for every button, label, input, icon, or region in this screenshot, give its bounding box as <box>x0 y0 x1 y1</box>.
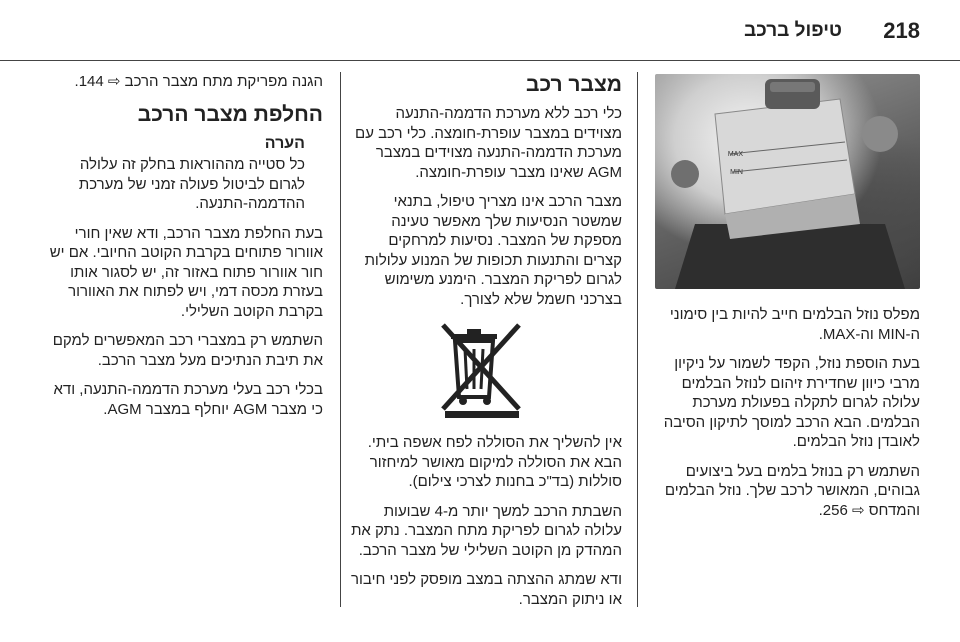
column-divider <box>637 72 638 607</box>
running-title: טיפול ברכב <box>744 20 842 41</box>
header-rule <box>0 60 960 61</box>
note-block <box>40 134 323 214</box>
reservoir-illustration <box>655 74 920 289</box>
column-right <box>655 72 920 530</box>
paragraph: השבתת הרכב למשך יותר מ-4 שבועות עלולה לגרום לפריקת מתח המצבר. נתק את המהדק מן הקוטב השלילי של מצבר הרכב. <box>351 502 622 559</box>
paragraph: הגנה מפריקת מתח מצבר הרכב ⇨ 144. <box>74 73 323 90</box>
paragraph: ודא שמתג ההצתה במצב מופסק לפני חיבור או ניתוק המצבר. <box>351 571 622 608</box>
paragraph: בכלי רכב בעלי מערכת הדממה-התנעה, ודא כי מצבר AGM יוחלף במצבר AGM. <box>53 381 323 418</box>
crossed-out-bin-icon <box>439 321 534 419</box>
column-left <box>40 72 323 429</box>
paragraph: כלי רכב ללא מערכת הדממה-התנעה מצוידים במצבר עופרת-חומצה. כלי רכב עם מערכת הדממה-התנעה מצוידים במצבר AGM שאינו מצבר עופרת-חומצה. <box>355 105 622 181</box>
brake-fluid-reservoir-photo <box>655 74 920 289</box>
paragraph: מפלס נוזל הבלמים חייב להיות בין סימוני ה-MIN וה-MAX. <box>669 306 920 343</box>
paragraph: אין להשליך את הסוללה לפח אשפה ביתי. הבא את הסוללה למיקום מאושר למיחזור סוללות (בד"כ בחנות לצרכי צילום). <box>367 434 622 490</box>
max-mark-label: MAX <box>727 151 743 158</box>
note-text: כל סטייה מההוראות בחלק זה עלולה לגרום לביטול פעולה זמני של מערכת ההדממה-התנעה. <box>78 156 305 212</box>
column-divider <box>340 72 341 607</box>
paragraph: בעת החלפת מצבר הרכב, ודא שאין חורי אוורור פתוחים בקרבת הקוטב החיובי. אם יש חור אוורור פתוח באזור זה, יש לסגור אותו בעזרת מכסה דמי, ויש לפתוח את האוורור בקרבת הקוטב השלילי. <box>49 224 323 320</box>
paragraph: השתמש רק במצברי רכב המאפשרים למקם את תיבת הנתיכים מעל מצבר הרכב. <box>52 332 323 369</box>
page-number: 218 <box>883 18 920 43</box>
paragraph: השתמש רק בנוזל בלמים בעל ביצועים גבוהים, המאושר לרכב שלך. נוזל הבלמים והמדחס ⇨ 256. <box>664 462 920 519</box>
column-middle <box>350 72 622 619</box>
paragraph: מצבר הרכב אינו מצריך טיפול, בתנאי שמשטר הנסיעות שלך מאפשר טעינה מספקת של המצבר. נסיעות למרחקים קצרים והתנעות תכופות של המנוע עלולות לגרום לפריקת המצבר. הימנע משימוש בצרכני חשמל שלא לצורך. <box>364 193 622 308</box>
page-header <box>0 0 960 62</box>
paragraph: בעת הוספת נוזל, הקפד לשמור על ניקיון מרבי כיוון שחדירת זיהום לנוזל הבלמים עלולה לגרום לתקלה בפעולת מערכת הבלמים. הבא הרכב למוסך לתיקון הסיבה לאובדן נוזל הבלמים. <box>663 355 920 450</box>
section-heading: מצבר רכב <box>526 73 622 96</box>
min-mark-label: MIN <box>730 169 743 176</box>
note-title: הערה <box>264 134 305 152</box>
section-heading: החלפת מצבר הרכב <box>137 102 323 126</box>
